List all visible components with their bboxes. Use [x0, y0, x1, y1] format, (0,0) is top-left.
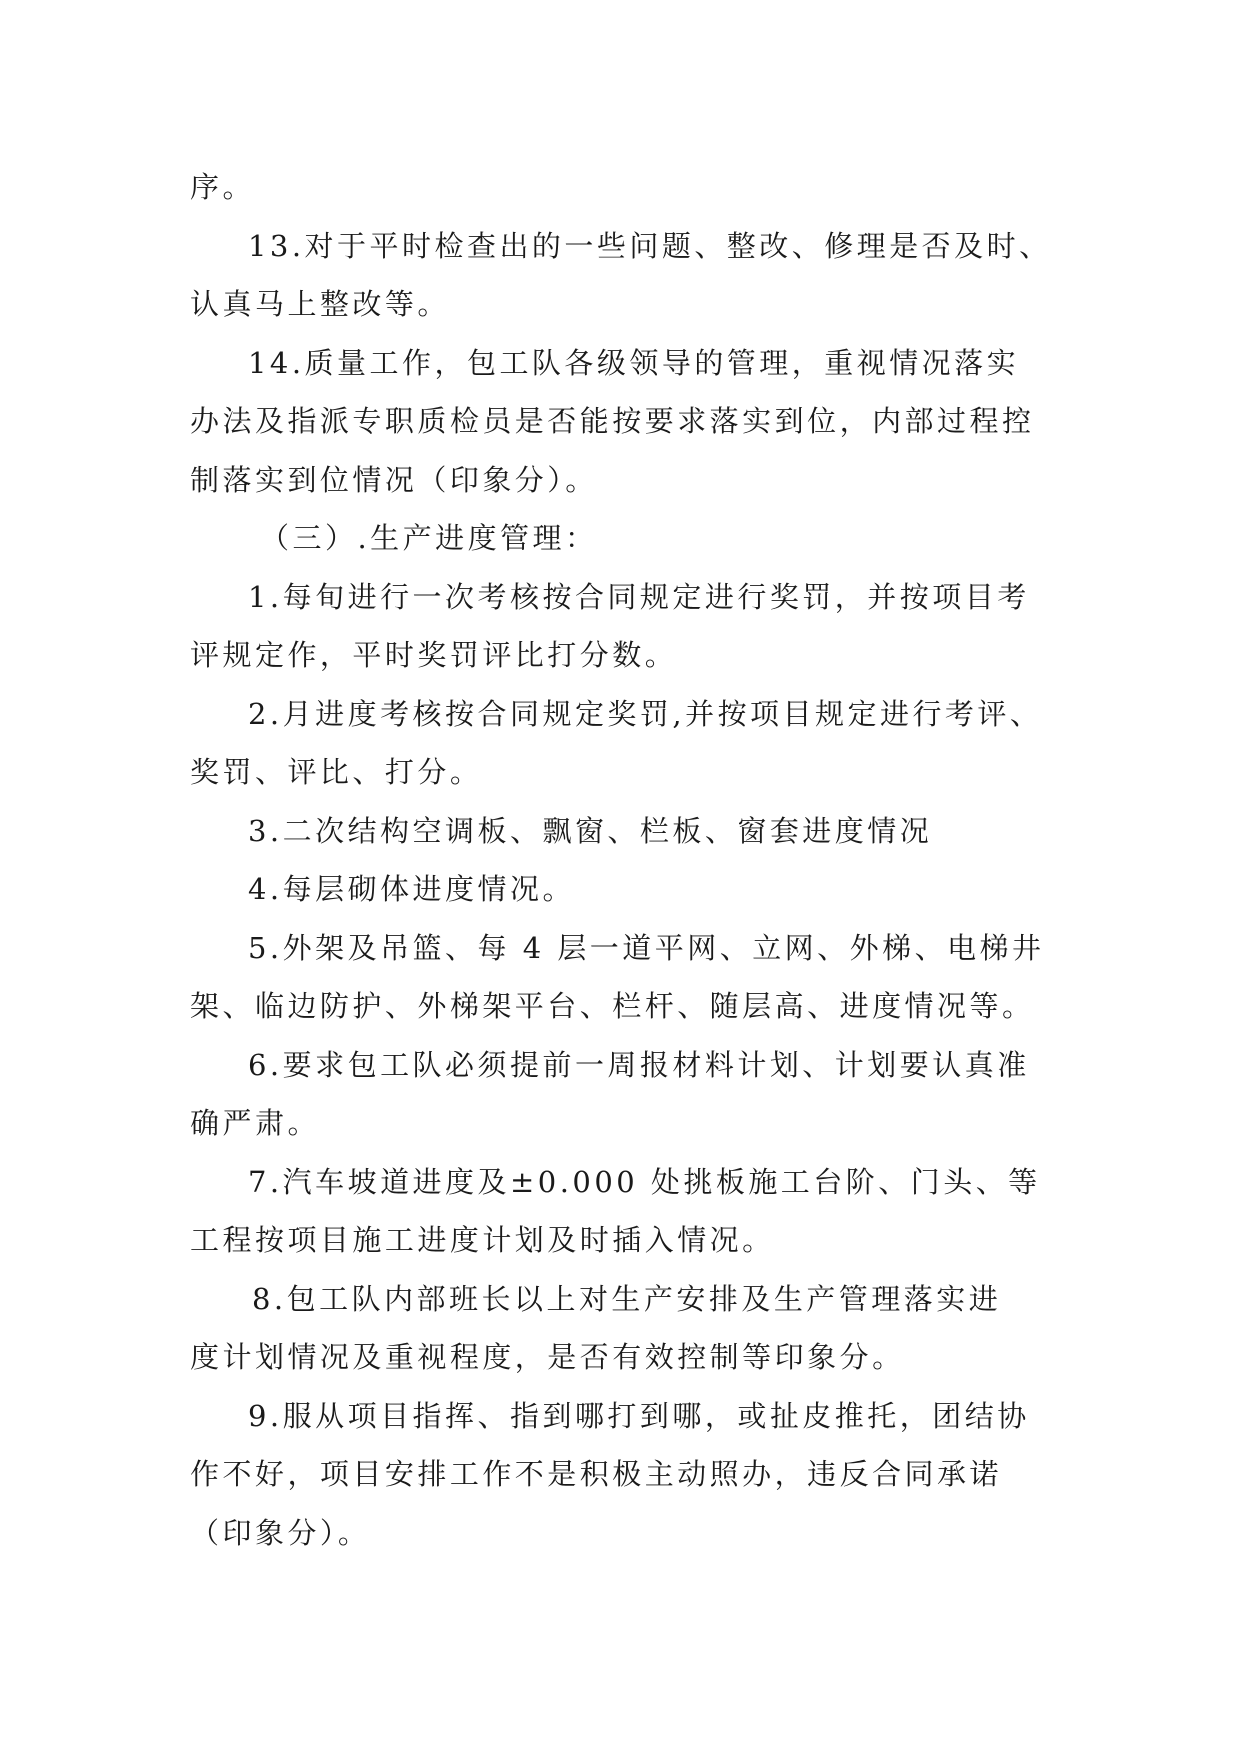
paragraph-line: 4.每层砌体进度情况。: [248, 872, 575, 906]
paragraph-line: 5.外架及吊篮、每 4 层一道平网、立网、外梯、电梯井: [248, 930, 1045, 965]
paragraph-line: 8.包工队内部班长以上对生产安排及生产管理落实进: [252, 1281, 1002, 1316]
paragraph-line: 13.对于平时检查出的一些问题、整改、修理是否及时、: [248, 228, 1052, 263]
paragraph-line: 14.质量工作，包工队各级领导的管理，重视情况落实: [248, 345, 1020, 380]
paragraph-line: 认真马上整改等。: [190, 287, 450, 321]
paragraph-line: 3.二次结构空调板、飘窗、栏板、窗套进度情况: [248, 813, 933, 848]
paragraph-line: 奖罚、评比、打分。: [190, 755, 483, 789]
paragraph-line: （印象分）。: [190, 1515, 371, 1550]
paragraph-line: 工程按项目施工进度计划及时插入情况。: [190, 1223, 775, 1257]
paragraph-line: 序。: [190, 170, 255, 204]
paragraph-line: 1.每旬进行一次考核按合同规定进行奖罚，并按项目考: [248, 579, 1030, 614]
document-body: [190, 158, 1070, 1562]
paragraph-line: 作不好，项目安排工作不是积极主动照办，违反合同承诺: [190, 1457, 1003, 1491]
section-heading: （三）.生产进度管理：: [260, 521, 598, 555]
paragraph-line: 度计划情况及重视程度，是否有效控制等印象分。: [190, 1340, 905, 1374]
paragraph-line: 架、临边防护、外梯架平台、栏杆、随层高、进度情况等。: [190, 989, 1035, 1023]
paragraph-line: 制落实到位情况（印象分）。: [190, 462, 598, 497]
paragraph-line: 7.汽车坡道进度及±0.000 处挑板施工台阶、门头、等: [248, 1164, 1041, 1199]
paragraph-line: 2.月进度考核按合同规定奖罚,并按项目规定进行考评、: [248, 696, 1043, 731]
paragraph-line: 9.服从项目指挥、指到哪打到哪，或扯皮推托，团结协: [248, 1398, 1030, 1433]
paragraph-line: 确严肃。: [190, 1106, 320, 1140]
paragraph-line: 评规定作，平时奖罚评比打分数。: [190, 638, 678, 672]
paragraph-line: 办法及指派专职质检员是否能按要求落实到位，内部过程控: [190, 404, 1035, 438]
paragraph-line: 6.要求包工队必须提前一周报材料计划、计划要认真准: [248, 1047, 1030, 1082]
